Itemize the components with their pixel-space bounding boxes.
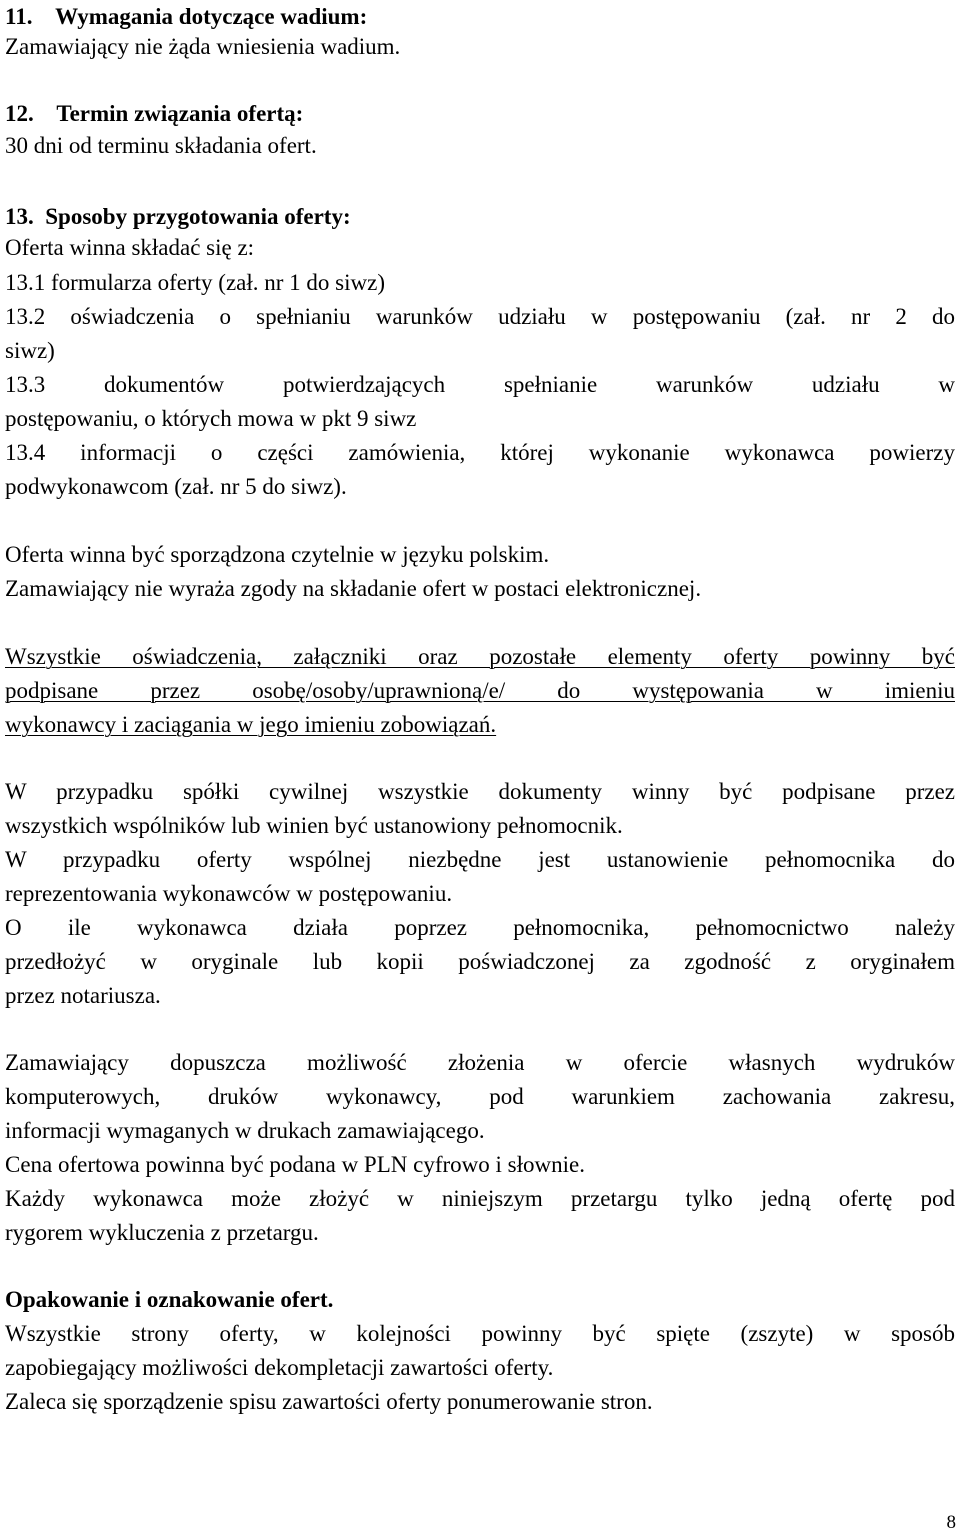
printouts-line-6: rygorem wykluczenia z przetargu. [5,1220,319,1245]
printouts-line-2: komputerowych, druków wykonawcy, pod warunkiem zachowania zakresu, [5,1084,955,1109]
language-paragraph-line-2: Zamawiający nie wyraża zgody na składanie ofert w postaci elektronicznej. [5,576,702,601]
page-number: 8 [946,1512,956,1533]
packaging-heading: Opakowanie i oznakowanie ofert. [5,1287,334,1312]
partnership-line-3: W przypadku oferty wspólnej niezbędne jest ustanowienie pełnomocnika do [5,847,955,872]
section-13-heading: 13. Sposoby przygotowania oferty: [5,204,351,229]
packaging-line-3: Zaleca się sporządzenie spisu zawartości oferty ponumerowanie stron. [5,1389,653,1414]
signing-paragraph-line-1: Wszystkie oświadczenia, załączniki oraz pozostałe elementy oferty powinny być [5,644,955,669]
section-13-item-3: 13.3 dokumentów potwierdzających spełnianie warunków udziału w [5,372,955,397]
language-paragraph-line-1: Oferta winna być sporządzona czytelnie w języku polskim. [5,542,550,567]
section-13-item-2: 13.2 oświadczenia o spełnianiu warunków udziału w postępowaniu (zał. nr 2 do [5,304,955,329]
partnership-line-6: przedłożyć w oryginale lub kopii poświadczonej za zgodność z oryginałem [5,949,955,974]
printouts-line-5: Każdy wykonawca może złożyć w niniejszym przetargu tylko jedną ofertę pod [5,1186,955,1211]
section-13-item-4-cont: podwykonawcom (zał. nr 5 do siwz). [5,474,347,499]
section-13-item-1: 13.1 formularza oferty (zał. nr 1 do siwz) [5,270,385,295]
section-12-text: 30 dni od terminu składania ofert. [5,133,317,158]
partnership-line-1: W przypadku spółki cywilnej wszystkie dokumenty winny być podpisane przez [5,779,955,804]
section-11-heading: 11. Wymagania dotyczące wadium: [5,4,368,29]
packaging-line-2: zapobiegający możliwości dekompletacji zawartości oferty. [5,1355,554,1380]
printouts-line-4: Cena ofertowa powinna być podana w PLN cyfrowo i słownie. [5,1152,585,1177]
partnership-line-4: reprezentowania wykonawców w postępowaniu. [5,881,453,906]
partnership-line-7: przez notariusza. [5,983,161,1008]
section-13-item-3-cont: postępowaniu, o których mowa w pkt 9 siwz [5,406,417,431]
signing-paragraph-line-2: podpisane przez osobę/osoby/uprawnioną/e/ do występowania w imieniu [5,678,955,703]
partnership-line-5: O ile wykonawca działa poprzez pełnomocnika, pełnomocnictwo należy [5,915,955,940]
printouts-line-1: Zamawiający dopuszcza możliwość złożenia w ofercie własnych wydruków [5,1050,955,1075]
partnership-line-2: wszystkich wspólników lub winien być ustanowiony pełnomocnik. [5,813,623,838]
packaging-line-1: Wszystkie strony oferty, w kolejności powinny być spięte (zszyte) w sposób [5,1321,955,1346]
signing-paragraph-line-3: wykonawcy i zaciągania w jego imieniu zobowiązań. [5,712,497,737]
section-11-text: Zamawiający nie żąda wniesienia wadium. [5,34,401,59]
section-13-intro: Oferta winna składać się z: [5,235,255,260]
section-13-item-4: 13.4 informacji o części zamówienia, której wykonanie wykonawca powierzy [5,440,955,465]
printouts-line-3: informacji wymaganych w drukach zamawiającego. [5,1118,485,1143]
section-12-heading: 12. Termin związania ofertą: [5,101,304,126]
section-13-item-2-cont: siwz) [5,338,55,363]
